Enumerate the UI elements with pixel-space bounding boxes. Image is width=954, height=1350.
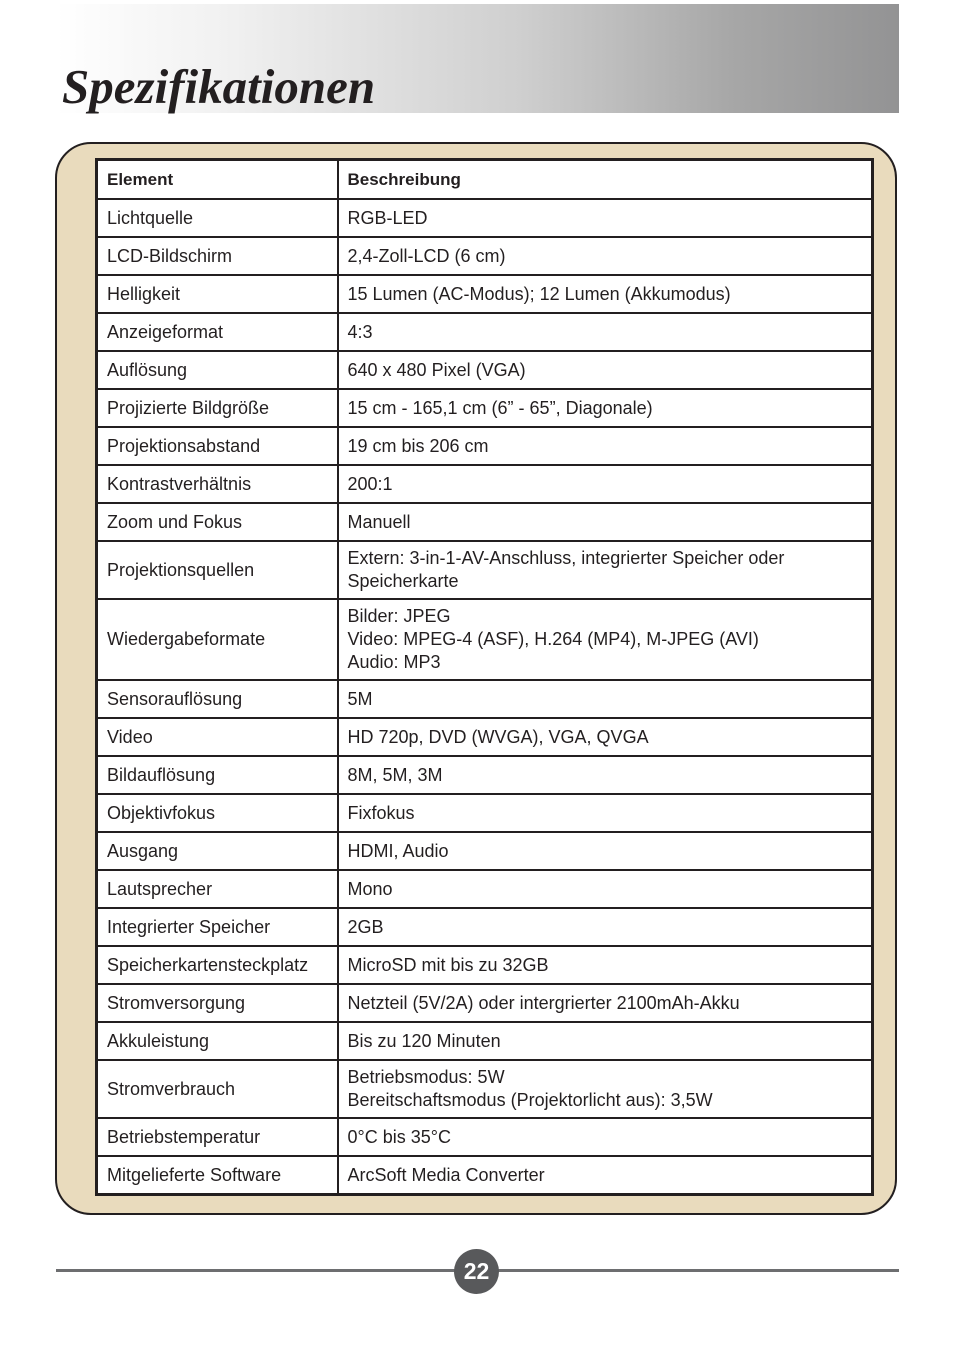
table-row [97,680,873,718]
table-row [97,794,873,832]
description-line: Audio: MP3 [347,652,441,672]
table-row [97,946,873,984]
element-cell: Anzeigeformat [97,313,338,351]
description-line: MicroSD mit bis zu 32GB [347,954,549,975]
element-cell: Betriebstemperatur [97,1118,338,1156]
description-cell [338,1022,873,1060]
description-cell [338,389,873,427]
description-cell [338,870,873,908]
page-title: Spezifikationen [62,59,376,114]
table-row [97,313,873,351]
element-cell: Zoom und Fokus [97,503,338,541]
element-cell: Projizierte Bildgröße [97,389,338,427]
description-line: Fixfokus [347,802,415,823]
element-cell: Video [97,718,338,756]
table-row [97,427,873,465]
description-line: HDMI, Audio [347,840,449,861]
table-row [97,1156,873,1195]
description-line: Extern: 3-in-1-AV-Anschluss, integrierter Speicher oder [347,548,785,568]
description-cell [338,351,873,389]
element-cell: Lautsprecher [97,870,338,908]
description-cell [338,1156,873,1195]
element-cell: Wiedergabeformate [97,599,338,680]
description-line: Manuell [347,511,411,532]
description-line: Video: MPEG-4 (ASF), H.264 (MP4), M-JPEG (AVI) [347,629,759,649]
column-header-description: Beschreibung [338,160,873,200]
description-line: 15 Lumen (AC-Modus); 12 Lumen (Akkumodus) [347,283,731,304]
element-cell: Stromversorgung [97,984,338,1022]
description-line: HD 720p, DVD (WVGA), VGA, QVGA [347,726,649,747]
table-row [97,599,873,680]
element-cell: Integrierter Speicher [97,908,338,946]
description-line: 0°C bis 35°C [347,1126,451,1147]
description-line: RGB-LED [347,207,428,228]
description-line: Netzteil (5V/2A) oder intergrierter 2100mAh-Akku [347,992,740,1013]
element-cell: Ausgang [97,832,338,870]
element-cell: Auflösung [97,351,338,389]
description-line: Speicherkarte [347,571,459,591]
table-row [97,984,873,1022]
description-line: ArcSoft Media Converter [347,1164,545,1185]
description-cell [338,237,873,275]
description-line: 2GB [347,916,384,937]
spec-table [95,158,874,1196]
element-cell: Sensorauflösung [97,680,338,718]
table-row [97,275,873,313]
table-header-row [97,160,873,200]
description-cell [338,599,873,680]
spec-table-body [97,199,873,1195]
description-cell [338,275,873,313]
description-line: Bilder: JPEG [347,606,451,626]
table-row [97,389,873,427]
description-line: 2,4-Zoll-LCD (6 cm) [347,245,506,266]
element-cell: Projektionsquellen [97,541,338,599]
description-cell [338,984,873,1022]
description-line: 5M [347,688,373,709]
table-row [97,870,873,908]
table-row [97,832,873,870]
description-line: Mono [347,878,393,899]
element-cell: Mitgelieferte Software [97,1156,338,1195]
description-cell [338,1060,873,1118]
description-line: 640 x 480 Pixel (VGA) [347,359,526,380]
element-cell: Bildauflösung [97,756,338,794]
description-cell [338,503,873,541]
table-row [97,1060,873,1118]
description-cell [338,908,873,946]
description-cell [338,465,873,503]
description-line: Bereitschaftsmodus (Projektorlicht aus): 3,5W [347,1090,713,1110]
table-row [97,351,873,389]
description-line: 4:3 [347,321,373,342]
description-cell [338,832,873,870]
page-number-badge: 22 [454,1249,499,1294]
description-cell [338,1118,873,1156]
table-row [97,1022,873,1060]
element-cell: Projektionsabstand [97,427,338,465]
description-cell [338,756,873,794]
element-cell: Lichtquelle [97,199,338,237]
table-row [97,756,873,794]
element-cell: Kontrastverhältnis [97,465,338,503]
element-cell: Objektivfokus [97,794,338,832]
description-line: 15 cm - 165,1 cm (6” - 65”, Diagonale) [347,397,653,418]
description-line: 19 cm bis 206 cm [347,435,489,456]
description-cell [338,427,873,465]
description-cell [338,794,873,832]
table-row [97,718,873,756]
description-line: 8M, 5M, 3M [347,764,443,785]
element-cell: LCD-Bildschirm [97,237,338,275]
table-row [97,503,873,541]
table-row [97,1118,873,1156]
description-cell [338,541,873,599]
element-cell: Akkuleistung [97,1022,338,1060]
table-row [97,541,873,599]
description-line: 200:1 [347,473,393,494]
description-line: Bis zu 120 Minuten [347,1030,501,1051]
table-row [97,465,873,503]
description-line: Betriebsmodus: 5W [347,1067,505,1087]
description-cell [338,680,873,718]
table-row [97,237,873,275]
description-cell [338,946,873,984]
element-cell: Helligkeit [97,275,338,313]
element-cell: Speicherkartensteckplatz [97,946,338,984]
description-cell [338,199,873,237]
description-cell [338,313,873,351]
column-header-element: Element [97,160,338,200]
description-cell [338,718,873,756]
table-row [97,199,873,237]
element-cell: Stromverbrauch [97,1060,338,1118]
table-row [97,908,873,946]
